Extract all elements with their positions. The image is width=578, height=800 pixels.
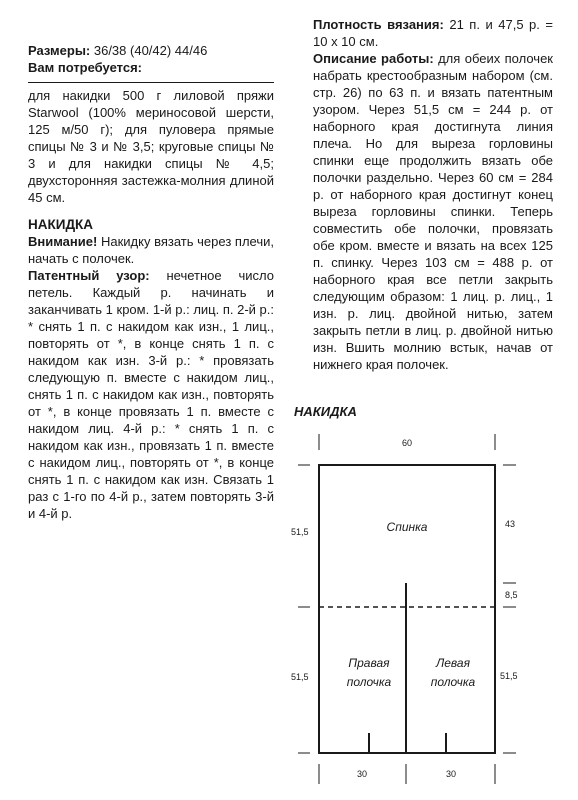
pattern-label: Патентный узор: (28, 268, 150, 283)
dim-left-lower: 51,5 (291, 672, 309, 682)
description-label: Описание работы: (313, 51, 434, 66)
dim-top-width: 60 (401, 438, 413, 448)
dim-bottom-right: 30 (445, 769, 457, 779)
left-front-label-line2: полочка (430, 675, 476, 689)
dim-right-upper: 43 (505, 519, 516, 529)
pattern-text: нечетное число петель. Каждый р. начинать и заканчивать 1 кром. 1-й р.: лиц. п. 2-й р.: * снять 1 п. с накидом как изн., 1 лиц., повторять от *, в конце снять 1 п. с накидом как изн. 3-й р.: * провязать следующую п. вместе с накидом лиц., снять 1 п. с накидом как изн., повторять от *, в конце провязать 1 п. вместе с накидом лиц. 4-й р.: * снять 1 п. с накидом как изн., провязать 1 п. вместе с накидом лиц., повторять от *, в конце снять 1 п. с накидом как изн. Связать 1 раз с 1-го по 4-й р., затем повторять 3-й и 4-й р. (28, 268, 274, 521)
attention-label: Внимание! (28, 234, 98, 249)
dim-left-upper: 51,5 (291, 527, 309, 537)
scheme-title: НАКИДКА (294, 404, 357, 419)
sizes-value: 36/38 (40/42) 44/46 (90, 43, 208, 58)
left-front-label-line1: Левая (436, 656, 470, 670)
density-label: Плотность вязания: (313, 17, 444, 32)
density-text: 21 п. и 47,5 р. = 10 х 10 см. (313, 17, 554, 49)
needs-text: для накидки 500 г лиловой пряжи Starwool (100% мериносовой шерсти, 125 м/50 г); для пуловера прямые спицы № 3 и № 3,5; круговые спицы № 3 и для накидки спицы № 4,5; двухсторонняя застежка-молния длиной 45 см. (28, 88, 274, 205)
sizes-label: Размеры: (28, 43, 91, 58)
attention-text: Накидку вязать через плечи, начать с полочек. (28, 234, 274, 266)
needs-label: Вам потребуется: (28, 60, 142, 75)
back-label: Спинка (386, 520, 428, 534)
dim-right-lower: 51,5 (500, 671, 518, 681)
right-front-label-line2: полочка (346, 675, 392, 689)
description-text: для обеих полочек набрать крестообразным набором (см. стр. 26) по 63 п. и вязать патентным узором. Через 51,5 см = 244 р. от наборного края достигнута линия плеча. Но для выреза горловины спинки еще продолжить вязать обе полочки раздельно. Через 60 см = 284 р. от наборного края достигнут конец выреза горловины спинки. Теперь совместить обе полочки, провязать обе кром. вместе и вязать на всех 125 п. спинку. Через 103 см = 488 р. от наборного края все петли закрыть следующим образом: 1 лиц. р. лиц., 1 изн. р. лиц. двойной нитью, затем закрыть петли в лиц. р. двойной нитью изн. Вшить молнию встык, начав от нижнего края полочек. (313, 51, 553, 372)
dim-right-mid: 8,5 (505, 590, 518, 600)
dim-bottom-left: 30 (356, 769, 368, 779)
right-front-label-line1: Правая (348, 656, 390, 670)
section-title: НАКИДКА (28, 217, 94, 232)
